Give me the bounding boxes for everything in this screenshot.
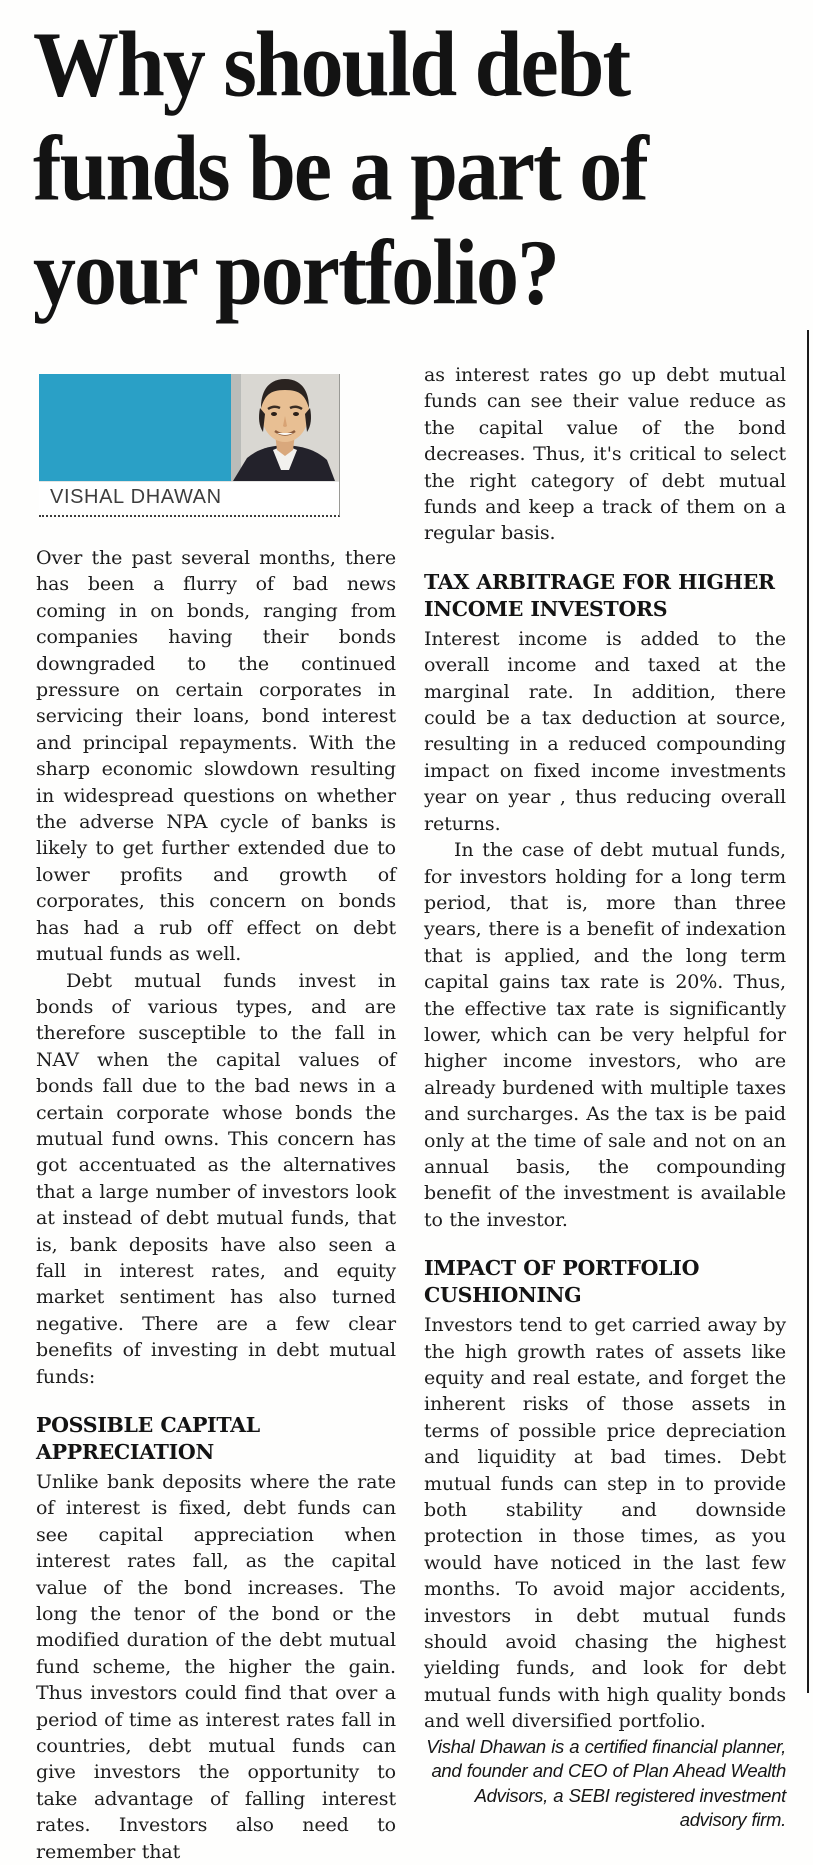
headline-line-2: funds be a part of xyxy=(33,116,647,220)
paragraph: as interest rates go up debt mutual funds can see their value reduce as the capital value of the bond decreases. Thus, it's critical to select the right category of debt mutual funds and keep a track of them on a regular basis. xyxy=(424,364,786,545)
paragraph: In the case of debt mutual funds, for investors holding for a long term period, that is, more than three years, there is a benefit of indexation that is applied, and the long term capital gains tax rate is 20%. Thus, the effective tax rate is significantly lower, which can be very helpful for higher income investors, who are already burdened with multiple taxes and surcharges. As the tax is be paid only at the time of sale and not on an annual basis, the compounding benefit of the investment is available to the investor. xyxy=(424,839,786,1231)
author-name: VISHAL DHAWAN xyxy=(39,481,339,513)
left-column xyxy=(36,372,396,1865)
author-photo-box xyxy=(39,374,339,481)
paragraph: Investors tend to get carried away by the high growth rates of assets like equity and real estate, and forget the inherent risks of those assets in terms of possible price depreciation and liquidity at bad times. Debt mutual funds can step in to provide both stability and downside protection in those times, as you would have noticed in the last few months. To avoid major accidents, investors in debt mutual funds should avoid chasing the highest yielding funds, and look for debt mutual funds with high quality bonds and well diversified portfolio. xyxy=(424,1314,786,1733)
paragraph: Interest income is added to the overall income and taxed at the marginal rate. In addition, there could be a tax deduction at source, resulting in a reduced compounding impact on fixed income investments year on year , thus reducing overall returns. xyxy=(424,627,786,835)
author-card xyxy=(39,374,340,517)
section-heading-tax-arbitrage: TAX ARBITRAGE FOR HIGHER INCOME INVESTORS xyxy=(424,569,775,621)
paragraph: Debt mutual funds invest in bonds of various types, and are therefore susceptible to the fall in NAV when the capital values of bonds fall due to the bad news in a certain corporate whose bonds the mutual fund owns. This concern has got accentuated as the alternatives that a large number of investors look at instead of debt mutual funds, that is, bank deposits have also seen a fall in interest rates, and equity market sentiment has also turned negative. There are a few clear benefits of investing in debt mutual funds: xyxy=(36,969,396,1388)
headline-line-3: your portfolio? xyxy=(33,220,559,324)
author-bio-note: Vishal Dhawan is a certified financial planner, and founder and CEO of Plan Ahead Wealth Advisors, a SEBI registered investment advisory firm. xyxy=(426,1735,786,1831)
paragraph: Over the past several months, there has been a flurry of bad news coming in on bonds, ranging from companies having their bonds downgraded to the continued pressure on certain corporates in servicing their loans, bond interest and principal repayments. With the sharp economic slowdown resulting in widespread questions on whether the adverse NPA cycle of banks is likely to get further extended due to lower profits and growth of corporates, this concern on bonds has had a rub off effect on debt mutual funds as well. xyxy=(36,547,396,966)
section-heading-portfolio-cushioning: IMPACT OF PORTFOLIO CUSHIONING xyxy=(424,1256,700,1308)
headline-line-1: Why should debt xyxy=(33,12,630,117)
article-headline xyxy=(33,8,803,324)
author-photo xyxy=(231,374,339,481)
paragraph: Unlike bank deposits where the rate of interest is fixed, debt funds can see capital appreciation when interest rates fall, as the capital value of the bond increases. The long the tenor of the bond or the modified duration of the debt mutual fund scheme, the higher the gain. Thus investors could find that over a period of time as interest rates fall in countries, debt mutual funds can give investors the opportunity to take advantage of falling interest rates. Investors also need to remember that xyxy=(36,1471,396,1863)
right-column xyxy=(424,362,786,1833)
section-heading-possible-capital-appreciation: POSSIBLE CAPITAL APPRECIATION xyxy=(36,1413,260,1464)
column-rule xyxy=(807,330,809,1693)
